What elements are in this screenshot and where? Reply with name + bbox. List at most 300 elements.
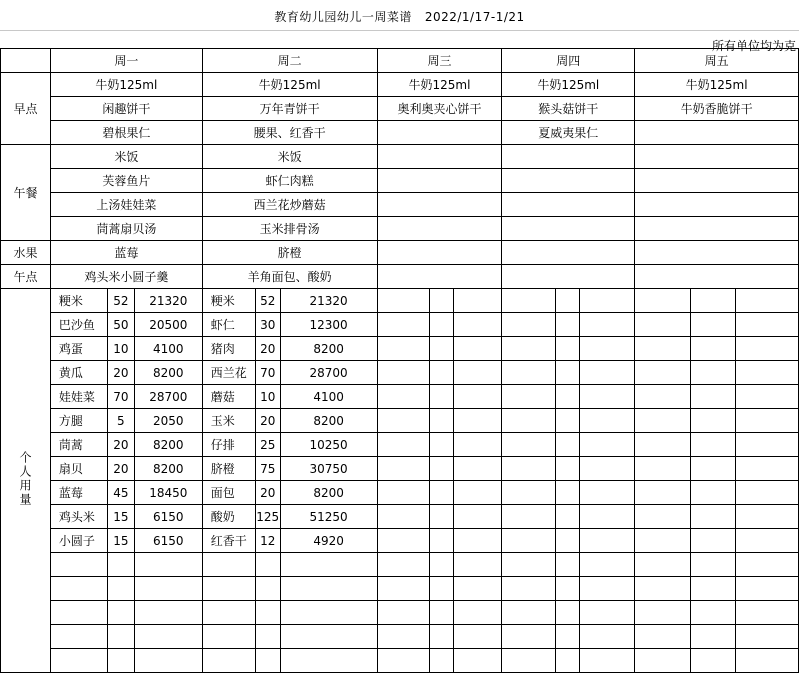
usage-per-child: 70 xyxy=(255,361,280,385)
usage-per-child xyxy=(556,601,580,625)
usage-item: 酸奶 xyxy=(202,505,255,529)
usage-item xyxy=(502,481,556,505)
usage-item: 蘑菇 xyxy=(202,385,255,409)
usage-total: 4100 xyxy=(280,385,377,409)
section-snack: 午点 xyxy=(1,265,51,289)
usage-per-child xyxy=(255,649,280,673)
usage-item xyxy=(502,625,556,649)
usage-total xyxy=(134,553,202,577)
usage-total xyxy=(134,649,202,673)
fruit-mon: 蓝莓 xyxy=(50,241,202,265)
lunch-thu-item xyxy=(502,217,635,241)
usage-item xyxy=(202,625,255,649)
day-header-mon: 周一 xyxy=(50,49,202,73)
table-row xyxy=(1,169,799,193)
breakfast-tue-item: 牛奶125ml xyxy=(202,73,377,97)
usage-item xyxy=(502,529,556,553)
usage-item: 红香干 xyxy=(202,529,255,553)
usage-item: 黄瓜 xyxy=(50,361,107,385)
breakfast-thu-item: 夏威夷果仁 xyxy=(502,121,635,145)
usage-total xyxy=(454,505,502,529)
usage-total xyxy=(454,409,502,433)
usage-per-child xyxy=(430,361,454,385)
usage-per-child xyxy=(430,409,454,433)
table-row xyxy=(1,265,799,289)
fruit-tue: 脐橙 xyxy=(202,241,377,265)
table-row xyxy=(1,241,799,265)
usage-per-child xyxy=(430,385,454,409)
usage-per-child: 20 xyxy=(255,409,280,433)
breakfast-thu-item: 牛奶125ml xyxy=(502,73,635,97)
day-header-tue: 周二 xyxy=(202,49,377,73)
usage-per-child xyxy=(691,361,736,385)
usage-total: 10250 xyxy=(280,433,377,457)
usage-item xyxy=(502,505,556,529)
table-row xyxy=(1,625,799,649)
usage-per-child xyxy=(430,337,454,361)
usage-item xyxy=(635,433,691,457)
lunch-mon-item: 芙蓉鱼片 xyxy=(50,169,202,193)
fruit-thu xyxy=(502,241,635,265)
usage-item: 猪肉 xyxy=(202,337,255,361)
breakfast-wed-item: 牛奶125ml xyxy=(377,73,502,97)
usage-per-child xyxy=(430,505,454,529)
usage-total xyxy=(580,409,635,433)
usage-per-child xyxy=(691,505,736,529)
section-personal xyxy=(1,289,51,673)
day-header-fri: 周五 xyxy=(635,49,799,73)
usage-per-child xyxy=(430,481,454,505)
usage-per-child xyxy=(691,337,736,361)
usage-total: 6150 xyxy=(134,529,202,553)
day-header-wed: 周三 xyxy=(377,49,502,73)
lunch-thu-item xyxy=(502,193,635,217)
usage-total xyxy=(280,625,377,649)
lunch-wed-item xyxy=(377,193,502,217)
usage-per-child xyxy=(691,313,736,337)
lunch-tue-item: 虾仁肉糕 xyxy=(202,169,377,193)
usage-total xyxy=(580,481,635,505)
breakfast-mon-item: 牛奶125ml xyxy=(50,73,202,97)
usage-per-child: 20 xyxy=(255,481,280,505)
usage-total xyxy=(454,289,502,313)
usage-item xyxy=(635,385,691,409)
usage-total xyxy=(280,577,377,601)
usage-per-child xyxy=(691,577,736,601)
usage-total xyxy=(454,337,502,361)
lunch-wed-item xyxy=(377,145,502,169)
usage-per-child xyxy=(430,529,454,553)
usage-item xyxy=(377,457,430,481)
usage-item: 小圆子 xyxy=(50,529,107,553)
usage-total xyxy=(580,505,635,529)
usage-per-child xyxy=(430,625,454,649)
usage-per-child xyxy=(691,625,736,649)
usage-item xyxy=(635,601,691,625)
usage-total xyxy=(454,361,502,385)
breakfast-mon-item: 碧根果仁 xyxy=(50,121,202,145)
usage-per-child xyxy=(556,529,580,553)
breakfast-tue-item: 万年青饼干 xyxy=(202,97,377,121)
usage-total xyxy=(580,433,635,457)
table-row xyxy=(1,217,799,241)
table-row xyxy=(1,433,799,457)
lunch-mon-item: 上汤娃娃菜 xyxy=(50,193,202,217)
usage-item: 方腿 xyxy=(50,409,107,433)
usage-item xyxy=(377,505,430,529)
usage-total: 12300 xyxy=(280,313,377,337)
usage-per-child: 52 xyxy=(107,289,134,313)
usage-per-child xyxy=(430,601,454,625)
usage-item xyxy=(635,337,691,361)
usage-item xyxy=(377,481,430,505)
usage-total xyxy=(280,649,377,673)
usage-per-child xyxy=(255,601,280,625)
usage-item xyxy=(377,313,430,337)
usage-total: 4100 xyxy=(134,337,202,361)
usage-per-child xyxy=(556,457,580,481)
usage-per-child xyxy=(255,553,280,577)
usage-item: 玉米 xyxy=(202,409,255,433)
snack-wed xyxy=(377,265,502,289)
usage-total: 21320 xyxy=(134,289,202,313)
usage-total xyxy=(580,313,635,337)
section-fruit: 水果 xyxy=(1,241,51,265)
table-row xyxy=(1,601,799,625)
usage-item xyxy=(635,529,691,553)
lunch-mon-item: 米饭 xyxy=(50,145,202,169)
snack-thu xyxy=(502,265,635,289)
usage-per-child xyxy=(556,577,580,601)
lunch-thu-item xyxy=(502,169,635,193)
usage-item xyxy=(502,649,556,673)
breakfast-mon-item: 闲趣饼干 xyxy=(50,97,202,121)
lunch-tue-item: 玉米排骨汤 xyxy=(202,217,377,241)
usage-per-child xyxy=(691,601,736,625)
usage-item: 巴沙鱼 xyxy=(50,313,107,337)
usage-item xyxy=(202,601,255,625)
usage-total xyxy=(580,649,635,673)
usage-item xyxy=(50,553,107,577)
usage-total xyxy=(580,577,635,601)
usage-per-child xyxy=(107,601,134,625)
usage-item: 鸡头米 xyxy=(50,505,107,529)
usage-per-child xyxy=(255,625,280,649)
usage-total xyxy=(736,529,799,553)
usage-item xyxy=(50,625,107,649)
lunch-fri-item xyxy=(635,217,799,241)
usage-total xyxy=(134,625,202,649)
usage-total xyxy=(454,649,502,673)
usage-per-child xyxy=(430,649,454,673)
table-row xyxy=(1,49,799,73)
usage-per-child xyxy=(430,289,454,313)
usage-total: 18450 xyxy=(134,481,202,505)
usage-per-child xyxy=(556,313,580,337)
page-title xyxy=(0,8,799,25)
usage-per-child: 70 xyxy=(107,385,134,409)
usage-item xyxy=(502,289,556,313)
usage-total: 8200 xyxy=(134,361,202,385)
usage-per-child xyxy=(691,409,736,433)
table-row xyxy=(1,193,799,217)
usage-per-child xyxy=(556,385,580,409)
usage-total: 8200 xyxy=(280,481,377,505)
usage-total xyxy=(736,385,799,409)
lunch-fri-item xyxy=(635,169,799,193)
usage-total xyxy=(454,601,502,625)
usage-total xyxy=(580,385,635,409)
usage-item xyxy=(502,313,556,337)
usage-per-child xyxy=(691,289,736,313)
usage-per-child: 125 xyxy=(255,505,280,529)
usage-per-child: 20 xyxy=(255,337,280,361)
usage-per-child xyxy=(691,481,736,505)
usage-item xyxy=(50,577,107,601)
usage-per-child xyxy=(691,385,736,409)
usage-total xyxy=(580,529,635,553)
usage-item xyxy=(502,433,556,457)
usage-item xyxy=(635,553,691,577)
usage-total xyxy=(736,361,799,385)
usage-total xyxy=(454,457,502,481)
usage-per-child xyxy=(556,289,580,313)
usage-total xyxy=(736,313,799,337)
usage-per-child xyxy=(107,649,134,673)
usage-total xyxy=(580,625,635,649)
usage-per-child xyxy=(430,433,454,457)
table-row xyxy=(1,337,799,361)
unit-note: 所有单位均为克 xyxy=(711,39,796,53)
usage-item xyxy=(635,481,691,505)
usage-per-child xyxy=(556,649,580,673)
usage-per-child: 52 xyxy=(255,289,280,313)
usage-per-child xyxy=(556,337,580,361)
usage-total: 8200 xyxy=(280,337,377,361)
table-row xyxy=(1,361,799,385)
breakfast-wed-item xyxy=(377,121,502,145)
table-row xyxy=(1,577,799,601)
usage-item xyxy=(502,601,556,625)
usage-total xyxy=(736,481,799,505)
usage-item xyxy=(635,577,691,601)
usage-total: 8200 xyxy=(134,457,202,481)
breakfast-fri-item xyxy=(635,121,799,145)
lunch-mon-item: 茼蒿扇贝汤 xyxy=(50,217,202,241)
snack-mon: 鸡头米小圆子羹 xyxy=(50,265,202,289)
usage-item xyxy=(50,649,107,673)
usage-total xyxy=(454,577,502,601)
usage-item xyxy=(377,553,430,577)
table-row xyxy=(1,73,799,97)
usage-total xyxy=(454,529,502,553)
usage-total xyxy=(580,361,635,385)
usage-total xyxy=(280,601,377,625)
usage-total xyxy=(454,481,502,505)
usage-item xyxy=(502,409,556,433)
usage-item xyxy=(377,385,430,409)
lunch-tue-item: 西兰花炒蘑菇 xyxy=(202,193,377,217)
usage-total: 28700 xyxy=(134,385,202,409)
usage-item xyxy=(202,577,255,601)
breakfast-thu-item: 猴头菇饼干 xyxy=(502,97,635,121)
usage-total xyxy=(454,313,502,337)
usage-per-child xyxy=(691,553,736,577)
lunch-thu-item xyxy=(502,145,635,169)
usage-per-child: 30 xyxy=(255,313,280,337)
usage-item: 扇贝 xyxy=(50,457,107,481)
usage-total xyxy=(736,649,799,673)
usage-total xyxy=(736,601,799,625)
usage-item xyxy=(377,625,430,649)
usage-total: 6150 xyxy=(134,505,202,529)
snack-fri xyxy=(635,265,799,289)
usage-item xyxy=(377,601,430,625)
table-row xyxy=(1,385,799,409)
usage-total xyxy=(280,553,377,577)
usage-per-child: 20 xyxy=(107,457,134,481)
usage-item xyxy=(377,409,430,433)
usage-item xyxy=(377,361,430,385)
usage-total xyxy=(454,553,502,577)
usage-per-child: 20 xyxy=(107,433,134,457)
lunch-wed-item xyxy=(377,169,502,193)
usage-item: 脐橙 xyxy=(202,457,255,481)
usage-per-child xyxy=(556,481,580,505)
usage-per-child: 50 xyxy=(107,313,134,337)
usage-item: 面包 xyxy=(202,481,255,505)
breakfast-fri-item: 牛奶125ml xyxy=(635,73,799,97)
usage-total: 21320 xyxy=(280,289,377,313)
usage-total xyxy=(580,289,635,313)
usage-item xyxy=(377,649,430,673)
usage-item: 蓝莓 xyxy=(50,481,107,505)
usage-per-child: 5 xyxy=(107,409,134,433)
usage-total xyxy=(736,625,799,649)
usage-total: 51250 xyxy=(280,505,377,529)
lunch-wed-item xyxy=(377,217,502,241)
usage-per-child xyxy=(556,505,580,529)
table-row xyxy=(1,457,799,481)
usage-per-child xyxy=(430,553,454,577)
usage-total xyxy=(736,553,799,577)
usage-total xyxy=(736,577,799,601)
usage-item: 粳米 xyxy=(50,289,107,313)
usage-per-child xyxy=(691,457,736,481)
table-row xyxy=(1,97,799,121)
day-header-thu: 周四 xyxy=(502,49,635,73)
usage-per-child xyxy=(691,433,736,457)
usage-item xyxy=(377,529,430,553)
corner-cell xyxy=(1,49,51,73)
usage-total: 4920 xyxy=(280,529,377,553)
table-row xyxy=(1,145,799,169)
usage-per-child xyxy=(430,457,454,481)
usage-item xyxy=(502,385,556,409)
usage-total xyxy=(454,433,502,457)
usage-item xyxy=(635,289,691,313)
usage-per-child xyxy=(255,577,280,601)
usage-item: 西兰花 xyxy=(202,361,255,385)
usage-per-child xyxy=(107,577,134,601)
usage-item xyxy=(377,433,430,457)
usage-total xyxy=(580,601,635,625)
table-row xyxy=(1,409,799,433)
lunch-tue-item: 米饭 xyxy=(202,145,377,169)
usage-per-child: 10 xyxy=(255,385,280,409)
usage-total xyxy=(580,553,635,577)
table-row xyxy=(1,553,799,577)
usage-per-child xyxy=(691,529,736,553)
table-row xyxy=(1,481,799,505)
usage-total xyxy=(736,289,799,313)
usage-total xyxy=(736,457,799,481)
usage-per-child xyxy=(556,433,580,457)
usage-total xyxy=(580,457,635,481)
usage-per-child: 15 xyxy=(107,505,134,529)
usage-per-child xyxy=(556,409,580,433)
usage-item xyxy=(635,361,691,385)
usage-total xyxy=(736,337,799,361)
usage-item xyxy=(502,553,556,577)
usage-per-child: 25 xyxy=(255,433,280,457)
usage-total xyxy=(134,601,202,625)
usage-per-child xyxy=(691,649,736,673)
usage-per-child xyxy=(107,553,134,577)
breakfast-tue-item: 腰果、红香干 xyxy=(202,121,377,145)
section-personal-label: 个人用量 xyxy=(17,451,32,507)
usage-total: 30750 xyxy=(280,457,377,481)
usage-item xyxy=(635,313,691,337)
usage-total xyxy=(736,433,799,457)
usage-total: 28700 xyxy=(280,361,377,385)
usage-item xyxy=(635,457,691,481)
usage-per-child xyxy=(107,625,134,649)
lunch-fri-item xyxy=(635,145,799,169)
usage-per-child: 12 xyxy=(255,529,280,553)
breakfast-wed-item: 奥利奥夹心饼干 xyxy=(377,97,502,121)
usage-item xyxy=(502,361,556,385)
usage-total xyxy=(134,577,202,601)
fruit-fri xyxy=(635,241,799,265)
section-lunch: 午餐 xyxy=(1,145,51,241)
usage-per-child: 45 xyxy=(107,481,134,505)
usage-item: 仔排 xyxy=(202,433,255,457)
usage-item xyxy=(377,289,430,313)
usage-item xyxy=(377,337,430,361)
usage-per-child: 20 xyxy=(107,361,134,385)
usage-per-child: 10 xyxy=(107,337,134,361)
usage-item xyxy=(635,649,691,673)
table-row xyxy=(1,649,799,673)
usage-item: 粳米 xyxy=(202,289,255,313)
usage-per-child xyxy=(556,625,580,649)
usage-item xyxy=(635,625,691,649)
usage-item xyxy=(202,649,255,673)
usage-total xyxy=(736,505,799,529)
usage-item: 娃娃菜 xyxy=(50,385,107,409)
usage-item xyxy=(635,409,691,433)
usage-per-child: 75 xyxy=(255,457,280,481)
usage-item xyxy=(502,457,556,481)
date-range: 2022/1/17-1/21 xyxy=(424,10,525,24)
usage-per-child xyxy=(430,313,454,337)
usage-item: 虾仁 xyxy=(202,313,255,337)
table-row xyxy=(1,289,799,313)
usage-item xyxy=(50,601,107,625)
usage-total: 2050 xyxy=(134,409,202,433)
snack-tue: 羊角面包、酸奶 xyxy=(202,265,377,289)
